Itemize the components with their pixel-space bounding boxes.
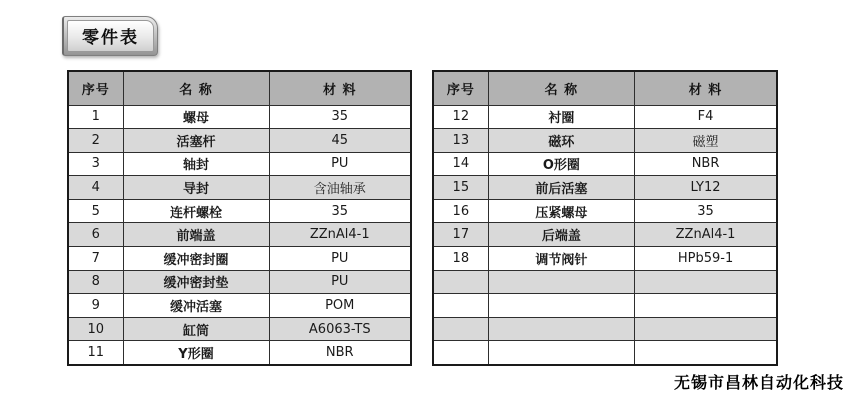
table-cell: 17 [433, 223, 488, 247]
table-row [433, 176, 777, 200]
table-cell: 12 [433, 105, 488, 129]
table-cell: 含油轴承 [269, 176, 411, 200]
table-cell: 1 [68, 105, 123, 129]
table-cell: 10 [68, 317, 123, 341]
table-row [433, 270, 777, 294]
table-cell [488, 341, 634, 365]
table-cell: PU [269, 152, 411, 176]
col-header-index: 序号 [433, 71, 488, 105]
table-cell [433, 294, 488, 318]
table-cell: 连杆螺栓 [123, 199, 269, 223]
table-row [68, 294, 411, 318]
table-cell: 导封 [123, 176, 269, 200]
table-cell: 磁环 [488, 129, 634, 153]
table-cell: 缸筒 [123, 317, 269, 341]
table-cell: 缓冲密封圈 [123, 247, 269, 271]
table-cell: NBR [269, 341, 411, 365]
table-row [433, 294, 777, 318]
table-cell: 18 [433, 247, 488, 271]
table-cell: 5 [68, 199, 123, 223]
table-cell: 14 [433, 152, 488, 176]
table-cell: 35 [269, 105, 411, 129]
col-header-name: 名 称 [488, 71, 634, 105]
table-cell: 15 [433, 176, 488, 200]
table-cell: A6063-TS [269, 317, 411, 341]
page-title-tab [62, 16, 158, 56]
parts-table-right-header [433, 71, 777, 105]
company-footer: 无锡市昌林自动化科技 [673, 373, 844, 392]
table-row [433, 341, 777, 365]
table-cell: 7 [68, 247, 123, 271]
table-cell: 6 [68, 223, 123, 247]
table-cell [488, 270, 634, 294]
table-cell [433, 341, 488, 365]
table-cell [433, 270, 488, 294]
table-row [68, 105, 411, 129]
table-row [433, 317, 777, 341]
table-cell: 2 [68, 129, 123, 153]
table-cell [488, 317, 634, 341]
parts-table-right [432, 70, 778, 366]
table-cell: 磁塑 [635, 129, 777, 153]
table-cell: F4 [635, 105, 777, 129]
table-cell: 活塞杆 [123, 129, 269, 153]
parts-table-left-body [68, 105, 411, 365]
table-row [68, 152, 411, 176]
col-header-material: 材 料 [269, 71, 411, 105]
header-row [68, 71, 411, 105]
table-cell: 16 [433, 199, 488, 223]
table-cell: O形圈 [488, 152, 634, 176]
table-cell: PU [269, 270, 411, 294]
table-cell: 轴封 [123, 152, 269, 176]
table-cell: 9 [68, 294, 123, 318]
table-row [68, 223, 411, 247]
page-title: 零件表 [67, 20, 154, 52]
table-cell: 衬圈 [488, 105, 634, 129]
table-cell: 35 [269, 199, 411, 223]
table-cell: 压紧螺母 [488, 199, 634, 223]
table-row [68, 247, 411, 271]
table-cell [433, 317, 488, 341]
table-row [68, 129, 411, 153]
table-cell: 前端盖 [123, 223, 269, 247]
table-cell: PU [269, 247, 411, 271]
table-cell [635, 294, 777, 318]
table-cell: ZZnAl4-1 [269, 223, 411, 247]
table-row [433, 247, 777, 271]
table-cell: 3 [68, 152, 123, 176]
table-cell: POM [269, 294, 411, 318]
table-cell: 4 [68, 176, 123, 200]
table-cell [635, 270, 777, 294]
table-row [68, 341, 411, 365]
table-row [433, 199, 777, 223]
table-cell: 13 [433, 129, 488, 153]
table-row [433, 105, 777, 129]
table-cell: 11 [68, 341, 123, 365]
col-header-index: 序号 [68, 71, 123, 105]
table-cell: 后端盖 [488, 223, 634, 247]
table-cell: 8 [68, 270, 123, 294]
table-cell: 缓冲活塞 [123, 294, 269, 318]
table-row [68, 199, 411, 223]
table-cell: Y形圈 [123, 341, 269, 365]
table-row [68, 176, 411, 200]
table-cell: ZZnAl4-1 [635, 223, 777, 247]
table-row [68, 317, 411, 341]
table-cell [635, 317, 777, 341]
table-row [433, 152, 777, 176]
col-header-material: 材 料 [635, 71, 777, 105]
table-row [68, 270, 411, 294]
table-cell: HPb59-1 [635, 247, 777, 271]
parts-table-left-header [68, 71, 411, 105]
parts-table-right-body [433, 105, 777, 365]
table-cell: LY12 [635, 176, 777, 200]
table-cell: 45 [269, 129, 411, 153]
header-row [433, 71, 777, 105]
table-row [433, 129, 777, 153]
table-cell: 螺母 [123, 105, 269, 129]
table-cell: 调节阀针 [488, 247, 634, 271]
col-header-name: 名 称 [123, 71, 269, 105]
table-cell [635, 341, 777, 365]
parts-table-left [67, 70, 412, 366]
table-cell: 缓冲密封垫 [123, 270, 269, 294]
table-cell [488, 294, 634, 318]
table-row [433, 223, 777, 247]
table-cell: 35 [635, 199, 777, 223]
table-cell: NBR [635, 152, 777, 176]
table-cell: 前后活塞 [488, 176, 634, 200]
